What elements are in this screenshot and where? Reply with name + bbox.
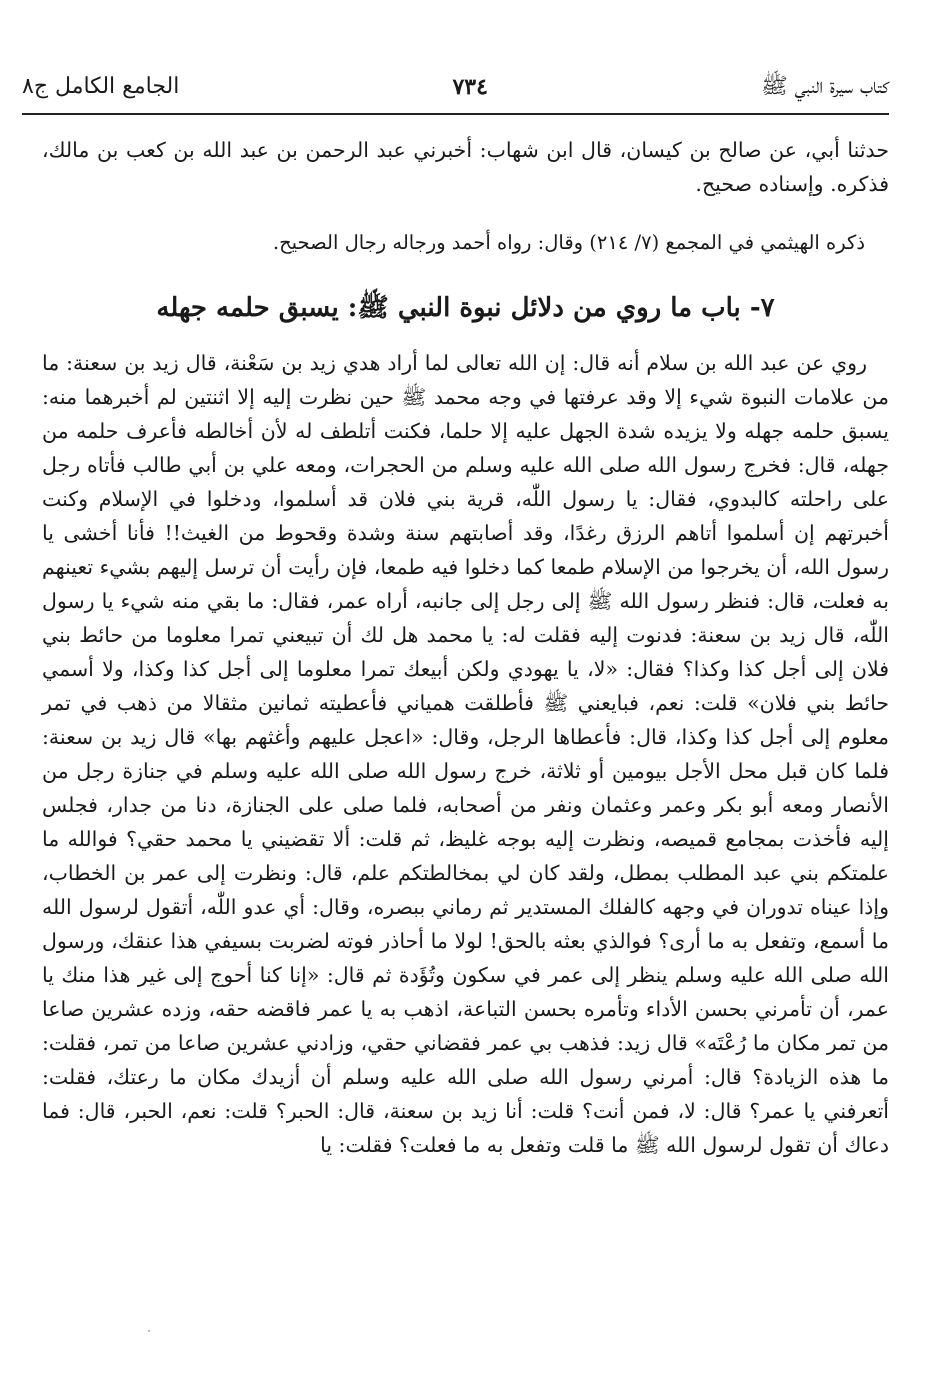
citation-note: ذكره الهيثمي في المجمع (٧/ ٢١٤) وقال: رواه أحمد ورجاله رجال الصحيح. xyxy=(272,231,865,254)
volume-label: الجامع الكامل ج٨ xyxy=(22,74,180,99)
page-number: ٧٣٤ xyxy=(452,74,488,100)
scan-speck xyxy=(148,1330,150,1332)
book-title: كتاب سيرة النبي ﷺ xyxy=(761,74,889,99)
intro-paragraph: حدثنا أبي، عن صالح بن كيسان، قال ابن شهاب: أخبرني عبد الرحمن بن عبد الله بن كعب بن مالك، فذكره. وإسناده صحيح. xyxy=(42,138,889,196)
main-paragraph: روي عن عبد الله بن سلام أنه قال: إن الله تعالى لما أراد هدي زيد بن سَعْنة، قال زيد بن سعنة: ما من علامات النبوة شيء إلا وقد عرفتها في وجه محمد ﷺ حين نظرت إليه إلا اثنتين لم أخبرهما منه: يسبق حلمه جهله ولا يزيده شدة الجهل عليه إلا حلما، فكنت أتلطف له لأن أخالطه فأعرف حلمه من جهله، قال: فخرج رسول الله صلى الله عليه وسلم من الحجرات، ومعه علي بن أبي طالب فأتاه رجل على راحلته كالبدوي، فقال: يا رسول اللّٰه، قرية بني فلان قد أسلموا، ودخلوا في الإسلام وكنت أخبرتهم إن أسلموا أتاهم الرزق رغدًا، وقد أصابتهم سنة وشدة وقحوط من الغيث!! فأنا أخشى يا رسول الله، أن يخرجوا من الإسلام طمعا كما دخلوا فيه طمعا، فإن رأيت أن ترسل إليهم بشيء تعينهم به فعلت، قال: فنظر رسول الله ﷺ إلى رجل إلى جانبه، أراه عمر، فقال: ما بقي منه شيء يا رسول اللّٰه، قال زيد بن سعنة: فدنوت إليه فقلت له: يا محمد هل لك أن تبيعني تمرا معلوما من حائط بني فلان إلى أجل كذا وكذا؟ فقال: «لا، يا يهودي ولكن أبيعك تمرا معلوما إلى أجل كذا وكذا، ولا أسمي حائط بني فلان» قلت: نعم، فبايعني ﷺ فأطلقت همياني فأعطيته ثمانين مثقالا من ذهب في تمر معلوم إلى أجل كذا وكذا، قال: فأعطاها الرجل، وقال: «اعجل عليهم وأغثهم بها» قال زيد بن سعنة: فلما كان قبل محل الأجل بيومين أو ثلاثة، خرج رسول الله صلى الله عليه وسلم في جنازة رجل من الأنصار ومعه أبو بكر وعمر وعثمان ونفر من أصحابه، فلما صلى على الجنازة، دنا من جدار، فجلس إليه فأخذت بمجامع قميصه، ونظرت إليه بوجه غليظ، ثم قلت: ألا تقضيني يا محمد حقي؟ فوالله ما علمتكم بني عبد المطلب بمطل، ولقد كان لي بمخالطتكم علم، قال: ونظرت إلى عمر بن الخطاب، وإذا عيناه تدوران في وجهه كالفلك المستدير ثم رماني ببصره، وقال: أي عدو اللّٰه، أتقول لرسول الله ما أسمع، وتفعل به ما أرى؟ فوالذي بعثه بالحق! لولا ما أحاذر فوته لضربت بسيفي هذا عنقك، ورسول الله صلى الله عليه وسلم ينظر إلى عمر في سكون وتُؤَدة ثم قال: «إنا كنا أحوج إلى غير هذا منك يا عمر، أن تأمرني بحسن الأداء وتأمره بحسن التباعة، اذهب به يا عمر فاقضه حقه، وزده عشرين صاعا من تمر مكان ما رُعْتَه» قال زيد: فذهب بي عمر فقضاني حقي، وزادني عشرين صاعا من تمر، فقلت: ما هذه الزيادة؟ قال: أمرني رسول الله صلى الله عليه وسلم أن أزيدك مكان ما رعتك، فقلت: أتعرفني يا عمر؟ قال: لا، فمن أنت؟ قلت: أنا زيد بن سعنة، قال: الحبر؟ قلت: نعم، الحبر، قال: فما دعاك أن تقول لرسول الله ﷺ ما قلت وتفعل به ما فعلت؟ فقلت: يا xyxy=(42,351,889,1157)
main-text xyxy=(42,346,889,1162)
chapter-heading: ٧- باب ما روي من دلائل نبوة النبي ﷺ: يسبق حلمه جهله xyxy=(156,293,775,323)
running-header xyxy=(22,68,889,102)
header-divider xyxy=(22,113,889,115)
